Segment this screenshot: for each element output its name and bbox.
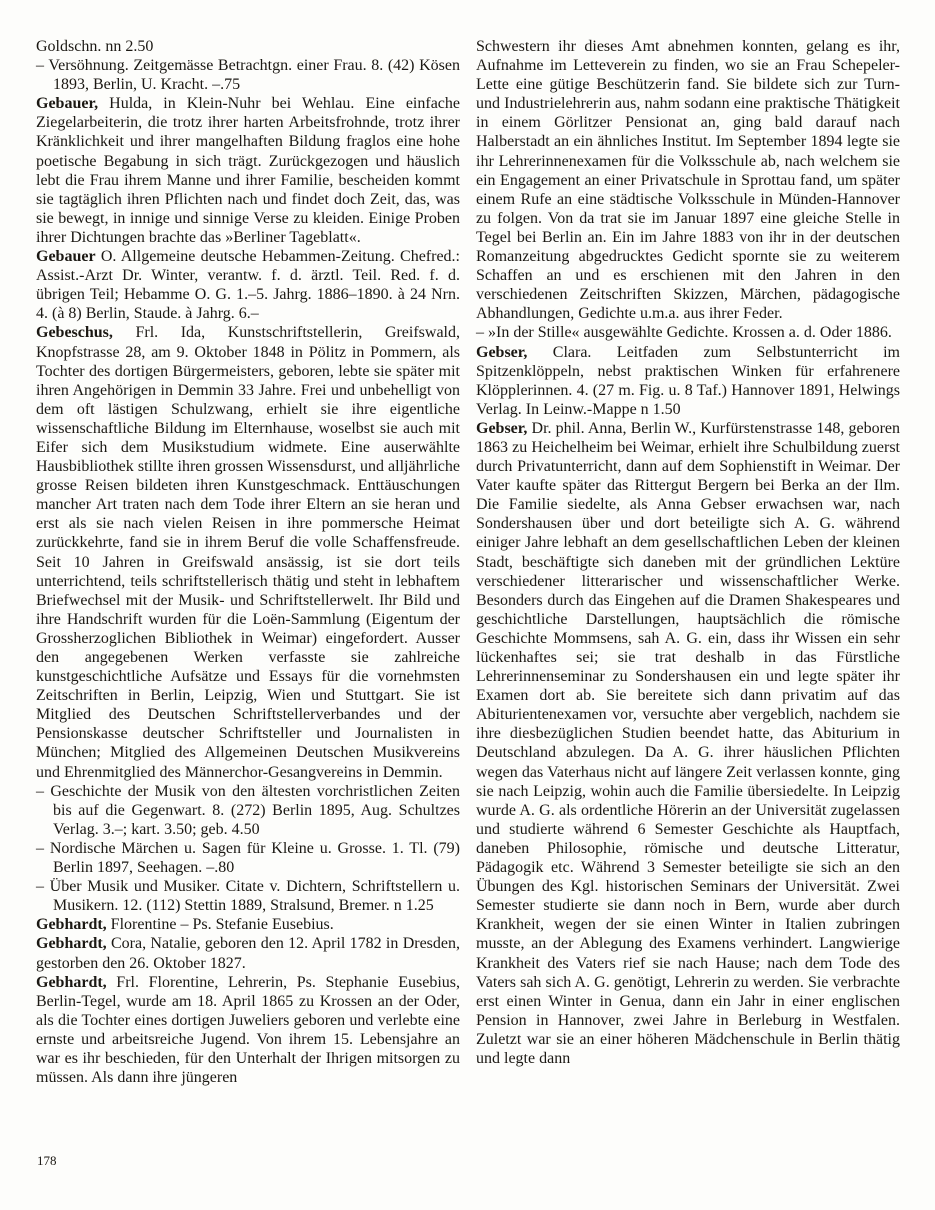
work-list-item: – »In der Stille« ausgewählte Gedichte. Krossen a. d. Oder 1886. [476,324,892,342]
entry-name: Gebeschus, [36,324,113,342]
entry-paragraph: Gebser, Dr. phil. Anna, Berlin W., Kurfürstenstrasse 148, geboren 1863 zu Heichelheim bei Weimar, erhielt ihre Schulbildung zuerst durch Privatunterricht, dann auf dem Sophienstift in Weimar. Der Vater kaufte später das Rittergut Bergern bei Berka an der Ilm. Die Familie siedelte, als Anna Gebser erwachsen war, nach Sondershausen über und dort beteiligte sich A. G. während einiger Jahre lebhaft an dem gesellschaftlichen Leben der kleinen Stadt, beschäftigte sich daneben mit der gründlichen Lektüre verschiedener litterarischer und wissenschaftlicher Werke. Besonders durch das Eingehen auf die Dramen Shakespeares und geschichtliche Darstellungen, hauptsächlich die römische Geschichte Mommsens, sah A. G. ein, dass ihr Wissen ein sehr lückenhaftes sei; sie trat deshalb in das Fürstliche Lehrerinnenseminar zu Sondershausen ein und legte später ihr Examen dort ab. Sie bereitete sich dann privatim auf das Abiturientenexamen vor, versuchte aber vergeblich, nachdem sie ihre diesbezüglichen Studien beendet hatte, das Abiturium in Deutschland abzulegen. Da A. G. ihrer häuslichen Pflichten wegen das Vaterhaus nicht auf längere Zeit verlassen konnte, ging sie nach Leipzig, wohin auch die Familie übersiedelte. In Leipzig wurde A. G. als ordentliche Hörerin an der Universität zugelassen und studierte während 6 Semester Geschichte als Hauptfach, daneben Philosophie, römische und deutsche Litteratur, Pädagogik etc. Während 3 Semester beteiligte sie sich an den Übungen des Kgl. historischen Seminars der Universität. Zwei Semester studierte sie dann noch in Bern, wurde aber durch Krankheit, wegen der sie einen Winter in Italien zubringen musste, an der Ablegung des Examens verhindert. Langwierige Krankheit des Vaters rief sie nach Hause; nach dem Tode des Vaters sah sich A. G. genötigt, Lehrerin zu werden. Sie verbrachte erst einen Winter in Genua, dann ein Jahr in einer englischen Pension in Hannover, zwei Jahre in Berleburg in Westfalen. Zuletzt war sie an einer höheren Mädchenschule in Berlin thätig und legte dann [476,419,900,1067]
entry-name: Gebauer [36,248,96,266]
entry-name: Gebser, [476,343,528,361]
entry-name: Gebhardt, [36,935,107,953]
column-right [476,37,900,1087]
entry-paragraph: Gebeschus, Frl. Ida, Kunstschriftstellerin, Greifswald, Knopfstrasse 28, am 9. Oktober 1848 in Pölitz in Pommern, als Tochter des dortigen Bürgermeisters, geboren, lebte sie später mit ihren Angehörigen in Demmin 33 Jahre. Frei und unbehelligt von dem oft lästigen Schulzwang, erhielt sie ihre eigentliche wissenschaftliche Bildung im Elternhause, woselbst sie auch mit Eifer sich dem Musikstudium widmete. Eine auserwählte Hausbibliothek stillte ihren grossen Wissensdurst, und alljährliche grosse Reisen bildeten ihren Kunstgeschmack. Enttäuschungen mancher Art traten nach dem Tode ihrer Eltern an sie heran und erst als sie nach vielen Reisen in ihre pommersche Heimat zurückkehrte, fand sie in ihrem Beruf die volle Schaffensfreude. Seit 10 Jahren in Greifswald ansässig, ist sie dort teils unterrichtend, teils schriftstellerisch thätig und steht in lebhaftem Briefwechsel mit der Musik- und Schriftstellerwelt. Ihr Bild und ihre Handschrift wurden für die Loën-Sammlung (Eigentum der Grossherzoglichen Bibliothek in Weimar) eingefordert. Ausser den angegebenen Werken verfasste sie zahlreiche kunstgeschichtliche Aufsätze und Essays für die vornehmsten Zeitschriften in Berlin, Leipzig, Wien und Stuttgart. Sie ist Mitglied des Deutschen Schriftstellerverbandes und der Pensionskasse deutscher Schriftsteller und Journalisten in München; Mitglied des Allgemeinen Deutschen Musikvereins und Ehrenmitglied des Männerchor-Gesangvereins in Demmin. [36,324,460,781]
entry-paragraph: Gebhardt, Frl. Florentine, Lehrerin, Ps. Stephanie Eusebius, Berlin-Tegel, wurde am 18. April 1865 zu Krossen an der Oder, als die Tochter eines dortigen Juweliers geboren und verlebte eine ernste und arbeitsreiche Jugend. Von ihrem 15. Lebensjahre an war es ihr beschieden, für den Unterhalt der Ihrigen mitsorgen zu müssen. Als dann ihre jüngeren [36,973,460,1087]
work-list-item: – Über Musik und Musiker. Citate v. Dichtern, Schriftstellern u. Musikern. 12. (112) Stettin 1889, Stralsund, Bremer. n 1.25 [36,878,460,915]
entry-name: Gebhardt, [36,973,107,991]
continuation-paragraph: Schwestern ihr dieses Amt abnehmen konnten, gelang es ihr, Aufnahme im Letteverein zu finden, wo sie an Frau Schepeler-Lette eine gütige Beschützerin fand. Sie bildete sich zur Turn- und Industrielehrerin aus, nahm sodann eine praktische Thätigkeit in einem Görlitzer Pensionat an, ging bald darauf nach Halberstadt an ein ähnliches Institut. Im September 1894 legte sie ihr Lehrerinnenexamen für die Volksschule ab, nach welchem sie ein Engagement an einer Privatschule in Sprottau fand, um später einem Rufe an eine städtische Volksschule in Münden-Hannover zu folgen. Von da trat sie im Januar 1897 eine gleiche Stelle in Tegel bei Berlin an. Ein im Jahre 1883 von ihr in der deutschen Romanzeitung abgedrucktes Gedicht spornte sie zu weiterem Schaffen an und es erschienen mit den Jahren in den verschiedenen Zeitschriften Skizzen, Märchen, pädagogische Abhandlungen, Gedichte u.m.a. aus ihrer Feder. [476,38,900,323]
entry-paragraph: Gebhardt, Florentine – Ps. Stefanie Eusebius. [36,916,334,934]
column-left [36,37,460,1087]
work-list-item: – Nordische Märchen u. Sagen für Kleine u. Grosse. 1. Tl. (79) Berlin 1897, Seehagen. –.80 [36,839,460,877]
entry-name: Gebser, [476,419,528,437]
work-list-item: – Versöhnung. Zeitgemässe Betrachtgn. einer Frau. 8. (42) Kösen 1893, Berlin, U. Kracht. –.75 [36,57,460,94]
work-list-item: – Geschichte der Musik von den ältesten vorchristlichen Zeiten bis auf die Gegenwart. 8. (272) Berlin 1895, Aug. Schultzes Verlag. 3.–; kart. 3.50; geb. 4.50 [36,782,460,838]
entry-paragraph: Gebhardt, Cora, Natalie, geboren den 12. April 1782 in Dresden, gestorben den 26. Oktober 1827. [36,935,460,972]
entry-paragraph: Gebauer, Hulda, in Klein-Nuhr bei Wehlau. Eine einfache Ziegelarbeiterin, die trotz ihrer harten Arbeitsfrohnde, trotz ihrer Kränklichkeit und ihrer mangelhaften Bildung fraglos eine hohe poetische Begabung in sich trägt. Zurückgezogen und häuslich lebt die Frau ihrem Manne und ihrer Familie, bescheiden kommt sie tagtäglich ihren Pflichten nach und findet doch Zeit, das, was sie bewegt, in innige und sinnige Verse zu kleiden. Einige Proben ihrer Dichtungen brachte das »Berliner Tageblatt«. [36,95,460,246]
entry-name: Gebauer, [36,95,99,113]
entry-name: Gebhardt, [36,916,107,934]
entry-paragraph: Gebauer O. Allgemeine deutsche Hebammen-Zeitung. Chefred.: Assist.-Arzt Dr. Winter, verantw. f. d. ärztl. Teil. Red. f. d. übrigen Teil; Hebamme O. G. 1.–5. Jahrg. 1886–1890. à 24 Nrn. 4. (à 8) Berlin, Staude. à Jahrg. 6.– [36,248,460,323]
page-number: 178 [37,1153,57,1168]
entry-paragraph: Gebser, Clara. Leitfaden zum Selbstunterricht im Spitzenklöppeln, nebst praktischen Winken für erfahrenere Klöpplerinnen. 4. (27 m. Fig. u. 8 Taf.) Hannover 1891, Helwings Verlag. In Leinw.-Mappe n 1.50 [476,343,900,418]
continuation-paragraph: Goldschn. nn 2.50 [36,38,154,55]
text-block [36,37,900,1087]
